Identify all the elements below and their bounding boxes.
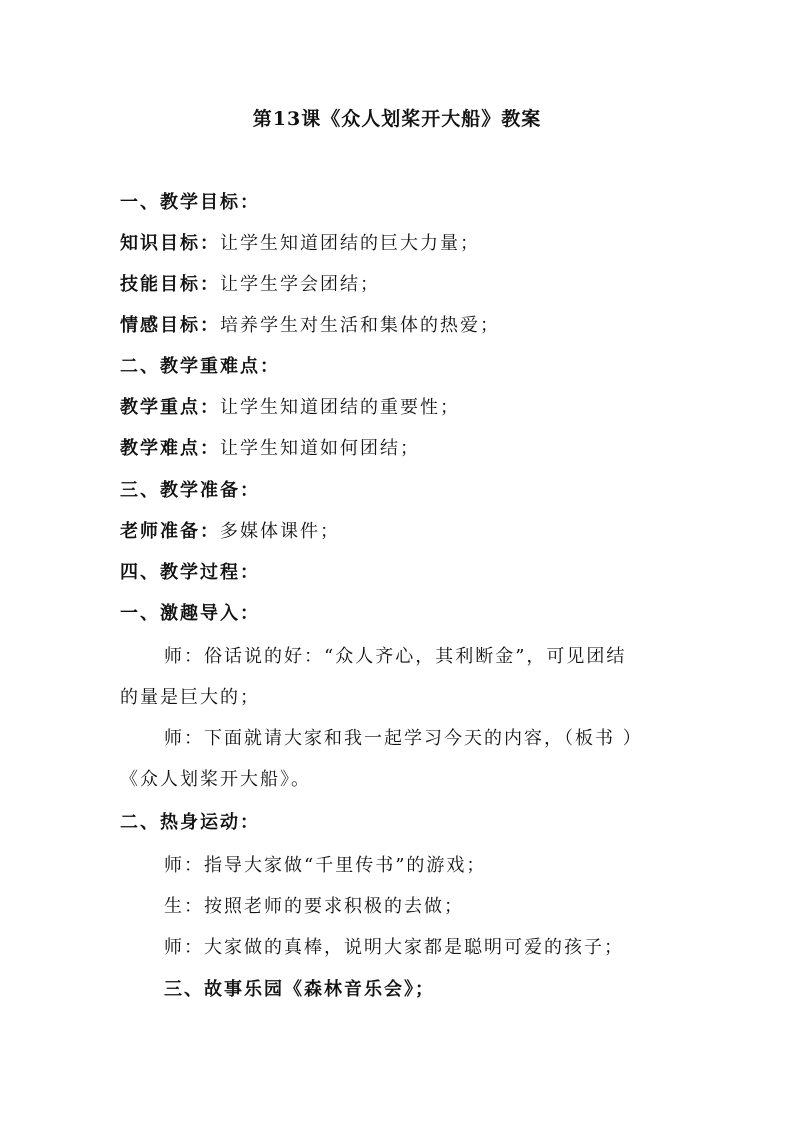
warmup-paragraph-1: 师：指导大家做“千里传书”的游戏； [164,855,487,876]
intro-heading: 一、激趣导入： [120,603,260,624]
knowledge-goal [120,231,680,257]
intro-paragraph-1-line-2: 的量是巨大的； [120,687,260,708]
emotion-goal [120,313,680,339]
teaching-focus-text: 让学生知道团结的重要性； [220,397,460,418]
skill-goal [120,272,680,298]
warmup-heading: 二、热身运动： [120,812,260,833]
teaching-difficulty-text: 让学生知道如何团结； [220,438,420,459]
intro-paragraph-1-line-1: 师：俗话说的好：“众人齐心，其利断金”，可见团结 [164,646,627,667]
knowledge-goal-text: 让学生知道团结的巨大力量； [220,233,480,254]
skill-goal-text: 让学生学会团结； [220,274,380,295]
warmup-paragraph-3: 师：大家做的真棒，说明大家都是聪明可爱的孩子； [164,937,624,958]
emotion-goal-label: 情感目标： [120,315,220,336]
goals-heading: 一、教学目标： [120,192,260,213]
key-points-heading: 二、教学重难点： [120,356,280,377]
teacher-preparation-label: 老师准备： [120,521,220,542]
teaching-difficulty [120,436,680,462]
process-heading: 四、教学过程： [120,562,260,583]
teaching-focus-label: 教学重点： [120,397,220,418]
intro-paragraph-2-line-1: 师：下面就请大家和我一起学习今天的内容，（板书 ） [164,728,643,749]
knowledge-goal-label: 知识目标： [120,233,220,254]
story-heading: 三、故事乐园《森林音乐会》； [164,979,435,1000]
intro-paragraph-2-line-2: 《众人划桨开大船》。 [120,769,311,790]
skill-goal-label: 技能目标： [120,274,220,295]
warmup-paragraph-2: 生：按照老师的要求积极的去做； [164,896,464,917]
teacher-preparation [120,519,680,545]
preparation-heading: 三、教学准备： [120,480,260,501]
teaching-difficulty-label: 教学难点： [120,438,220,459]
emotion-goal-text: 培养学生对生活和集体的热爱； [220,315,500,336]
page-title: 第13课《众人划桨开大船》教案 [252,108,542,130]
teaching-focus [120,395,680,421]
teacher-preparation-text: 多媒体课件； [220,521,340,542]
